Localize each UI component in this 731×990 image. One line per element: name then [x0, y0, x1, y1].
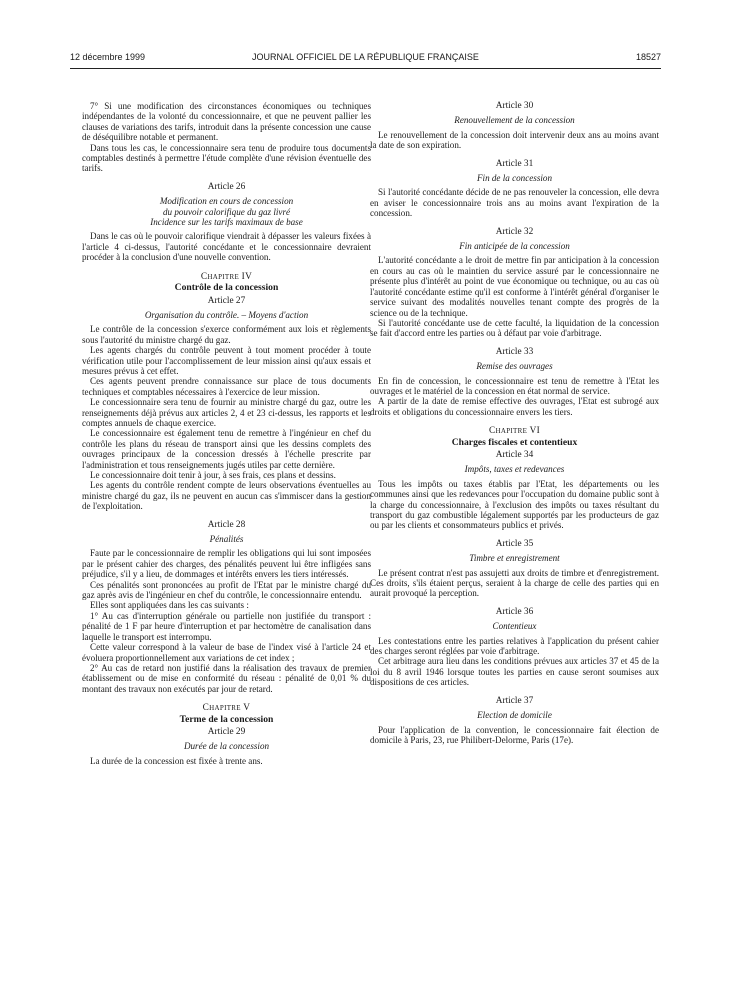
article-title: Contentieux [492, 621, 537, 632]
article-title: Fin de la concession [476, 173, 552, 184]
article-heading: Article 32 [495, 226, 534, 237]
paragraph: Ces pénalités sont prononcées au profit de l'Etat par le ministre chargé du gaz après avis de l'ingénieur en chef du contrôle, le concessionnaire entendu. [82, 579, 371, 601]
paragraph: Les contestations entre les parties relatives à l'application du présent cahier des charges seront réglées par voie d'arbitrage. [370, 635, 659, 657]
article-heading: Article 33 [495, 346, 534, 357]
paragraph: Tous les impôts ou taxes établis par l'Etat, les départements ou les communes ainsi que les redevances pour l'occupation du domaine public sont à la charge du concessionnaire, à l'exclusion des impôts ou taxes résultant du transport du gaz combustible légalement supportés par les producteurs de gaz ou par les clients et consommateurs publics et privés. [370, 478, 659, 531]
paragraph: Dans le cas où le pouvoir calorifique viendrait à dépasser les valeurs fixées à l'article 4 ci-dessus, l'autorité concédante et le concessionnaire devraient procéder à la conclusion d'une nouvelle convention. [82, 231, 371, 263]
paragraph: Le concessionnaire sera tenu de fournir au ministre chargé du gaz, outre les renseignements déjà prévus aux articles 2, 4 et 23 ci-dessus, les rapports et les comptes annuels de chaque exercice. [82, 397, 371, 428]
article-heading: Article 29 [207, 726, 246, 737]
paragraph: 2° Au cas de retard non justifié dans la réalisation des travaux de premier établissement ou de mise en conformité du réseau : pénalité de 0,01 % du montant des travaux non exécutés par jour de retard. [82, 662, 371, 694]
chapter-title: Terme de la concession [179, 713, 274, 725]
paragraph: 1° Au cas d'interruption générale ou partielle non justifiée du transport : pénalité de 1 F par heure d'interruption et par hectomètre de canalisation dans laquelle le transport est interrompu. [82, 610, 371, 642]
paragraph: La durée de la concession est fixée à trente ans. [90, 755, 263, 766]
paragraph: 7° Si une modification des circonstances économiques ou techniques indépendantes de la volonté du concessionnaire, et que ne peuvent pallier les clauses de variations des tarifs, introduit dans la présente concession une cause de déséquilibre notable et permanent. [82, 101, 371, 143]
article-title: Election de domicile [477, 710, 552, 721]
paragraph: Faute par le concessionnaire de remplir les obligations qui lui sont imposées par le présent cahier des charges, des pénalités peuvent lui être infligées sans préjudice, s'il y a lieu, de dommages et intérêts envers les tiers intéressés. [82, 548, 371, 580]
paragraph: Le concessionnaire doit tenir à jour, à ses frais, ces plans et dessins. [90, 470, 336, 480]
paragraph: Elles sont appliquées dans les cas suivants : [90, 600, 249, 611]
left-column [82, 101, 371, 766]
journal-title: JOURNAL OFFICIEL DE LA RÉPUBLIQUE FRANÇAISE [252, 52, 479, 62]
article-title: Timbre et enregistrement [469, 553, 560, 564]
paragraph: Le concessionnaire est également tenu de remettre à l'ingénieur en chef du contrôle les plans du réseau de transport ainsi que les dessins complets des ouvrages principaux de la concession dressés à l'échelle prescrite par l'administration et tous renseignements jugés utiles par cette dernière. [82, 428, 371, 470]
article-heading: Article 27 [207, 295, 246, 306]
paragraph: Si l'autorité concédante décide de ne pas renouveler la concession, elle devra en aviser le concessionnaire trois ans au moins avant l'expiration de la concession. [370, 187, 659, 219]
article-title: Fin anticipée de la concession [459, 241, 570, 252]
paragraph: En fin de concession, le concessionnaire est tenu de remettre à l'Etat les ouvrages et le matériel de la concession en état normal de service. [370, 375, 659, 396]
article-title: Organisation du contrôle. – Moyens d'action [144, 309, 309, 320]
article-title: Modification en cours de concession [159, 196, 294, 207]
paragraph: Cet arbitrage aura lieu dans les conditions prévues aux articles 37 et 45 de la loi du 8 avril 1946 lorsque toutes les parties en cause seront soumises aux dispositions de ces articles. [370, 656, 659, 688]
chapter-title: Contrôle de la concession [174, 282, 279, 294]
paragraph: Les agents du contrôle rendent compte de leurs observations éventuelles au ministre chargé du gaz, ils ne peuvent en aucun cas s'immiscer dans la gestion de l'exploitation. [82, 480, 371, 512]
article-heading: Article 34 [495, 449, 534, 460]
paragraph: Les agents chargés du contrôle peuvent à tout moment procéder à toute vérification utile pour l'accomplissement de leur mission ainsi qu'aux essais et mesures prévus à cet effet. [82, 345, 371, 376]
paragraph: Dans tous les cas, le concessionnaire sera tenu de produire tous documents comptables destinés à permettre l'étude complète d'une révision éventuelle des tarifs. [82, 142, 371, 174]
article-title: Pénalités [209, 534, 244, 545]
chapter-heading: Chapitre VI [488, 426, 541, 437]
paragraph: Le contrôle de la concession s'exerce conformément aux lois et règlements sous l'autorité du ministre chargé du gaz. [82, 324, 371, 345]
page-number: 18527 [635, 52, 661, 62]
paragraph: Le renouvellement de la concession doit intervenir deux ans au moins avant la date de son expiration. [370, 129, 659, 151]
paragraph: Le présent contrat n'est pas assujetti aux droits de timbre et d'enregistrement. Ces droits, s'ils étaient perçus, seraient à la charge de celle des parties qui en aurait provoqué la perception. [370, 567, 659, 599]
header-date: 12 décembre 1999 [70, 52, 146, 62]
chapter-heading: Chapitre IV [200, 271, 253, 282]
article-heading: Article 30 [495, 101, 534, 111]
article-title: Renouvellement de la concession [454, 115, 575, 126]
article-heading: Article 36 [495, 606, 534, 617]
article-heading: Article 31 [495, 158, 534, 169]
chapter-heading: Chapitre V [202, 703, 251, 714]
paragraph: A partir de la date de remise effective des ouvrages, l'Etat est subrogé aux droits et obligations du concessionnaire envers les tiers. [370, 396, 659, 417]
article-heading: Article 35 [495, 538, 534, 549]
article-title: du pouvoir calorifique du gaz livré [162, 206, 291, 217]
running-header [70, 52, 661, 69]
paragraph: Ces agents peuvent prendre connaissance sur place de tous documents techniques et comptables nécessaires à l'exercice de leur mission. [82, 376, 371, 397]
chapter-title: Charges fiscales et contentieux [451, 436, 578, 448]
article-title: Durée de la concession [183, 741, 270, 752]
article-heading: Article 26 [207, 181, 246, 192]
article-title: Incidence sur les tarifs maximaux de base [150, 217, 303, 228]
article-heading: Article 37 [495, 695, 534, 706]
paragraph: L'autorité concédante a le droit de mettre fin par anticipation à la concession en cours au cas où le maintien du service assuré par le concessionnaire ne présente plus d'intérêt au point de vue économique ou technique, ou au cas où l'autorité concédante estime qu'il est conforme à l'intérêt général d'organiser le service suivant des modalités nouvelles tenant compte des progrès de la science ou de la technique. [370, 255, 659, 318]
article-heading: Article 28 [207, 519, 246, 530]
right-column [370, 101, 659, 745]
article-title: Impôts, taxes et redevances [464, 464, 565, 475]
paragraph: Pour l'application de la convention, le concessionnaire fait élection de domicile à Paris, 23, rue Philibert-Delorme, Paris (17e). [370, 724, 659, 745]
paragraph: Si l'autorité concédante use de cette faculté, la liquidation de la concession se fait d'accord entre les parties ou à défaut par voie d'arbitrage. [370, 317, 659, 339]
article-title: Remise des ouvrages [476, 361, 553, 372]
paragraph: Cette valeur correspond à la valeur de base de l'index visé à l'article 24 et évoluera proportionnellement aux variations de cet index ; [82, 642, 371, 663]
